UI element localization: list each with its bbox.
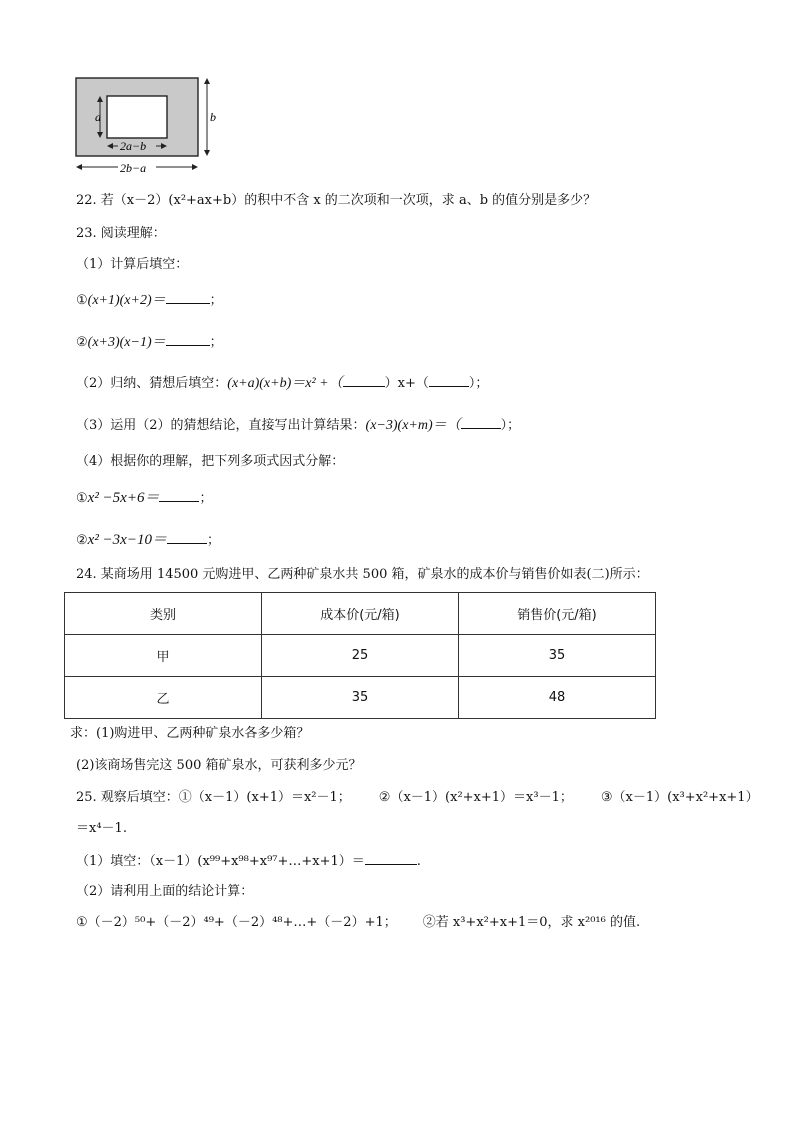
table-row <box>65 635 656 677</box>
q23-fac2-expr: x² −3x−10＝ <box>87 532 167 548</box>
label-2a-b: 2a−b <box>120 139 147 153</box>
q23-part2: （2）归纳、猜想后填空：(x+a)(x+b)＝x² +（ ）x+（ ）； <box>76 376 489 391</box>
circled-number: ① <box>76 293 88 308</box>
answer-blank[interactable] <box>365 852 417 865</box>
answer-blank[interactable] <box>166 333 210 346</box>
q25-fill: （1）填空：（x－1）(x⁹⁹+x⁹⁸+x⁹⁷+…+x+1）＝ . <box>76 854 421 869</box>
table-header-row <box>65 593 656 635</box>
q25-calc <box>76 914 640 932</box>
question-25-line2: ＝x⁴－1. <box>76 821 127 836</box>
price-table <box>64 592 656 719</box>
q23-part1: （1）计算后填空： <box>76 257 189 272</box>
q23-item2: ②(x+3)(x−1)＝ ； <box>76 335 223 350</box>
table-cell: 甲 <box>65 635 262 677</box>
circled-number: ② <box>76 335 88 350</box>
answer-blank[interactable] <box>166 291 210 304</box>
table-row <box>65 677 656 719</box>
circled-number: ② <box>76 533 88 548</box>
q24-ask2: (2)该商场售完这 500 箱矿泉水，可获利多少元？ <box>76 758 362 773</box>
q23-part3-expr: (x−3)(x+m)＝（ <box>365 418 461 433</box>
table-cell: 48 <box>459 677 656 719</box>
answer-blank[interactable] <box>461 416 501 429</box>
q23-item1: ①(x+1)(x+2)＝ ； <box>76 293 223 308</box>
q23-fac1-expr: x² −5x+6＝ <box>87 490 160 506</box>
q23-part3: （3）运用（2）的猜想结论，直接写出计算结果：(x−3)(x+m)＝（ ）； <box>76 418 521 433</box>
q25-calc1: ①（－2）⁵⁰+（－2）⁴⁹+（－2）⁴⁸+…+（－2）+1； <box>76 915 397 930</box>
circled-number: ① <box>76 491 88 506</box>
answer-blank[interactable] <box>167 531 207 544</box>
table-header-cell: 成本价(元/箱) <box>262 593 459 635</box>
label-b: b <box>210 110 216 124</box>
rectangle-figure <box>72 75 222 180</box>
q25-calc2: ②若 x³+x²+x+1＝0，求 x²⁰¹⁶ 的值. <box>422 915 641 930</box>
table-header-cell: 销售价(元/箱) <box>459 593 656 635</box>
inner-rectangle <box>107 96 167 138</box>
q23-item2-expr: (x+3)(x−1)＝ <box>87 335 166 350</box>
question-23-title: 23. 阅读理解： <box>76 226 166 241</box>
answer-blank[interactable] <box>159 489 199 502</box>
table-cell: 35 <box>262 677 459 719</box>
table-cell: 35 <box>459 635 656 677</box>
table-cell: 25 <box>262 635 459 677</box>
answer-blank[interactable] <box>429 374 469 387</box>
label-a: a <box>95 110 101 124</box>
question-22: 22. 若（x－2）(x²+ax+b）的积中不含 x 的二次项和一次项，求 a、b 的值分别是多少？ <box>76 193 597 208</box>
q23-part2-expr: (x+a)(x+b)＝x² +（ <box>227 376 343 391</box>
q23-fac1: ①x² −5x+6＝ ； <box>76 490 213 506</box>
question-25-line1: 25. 观察后填空：①（x－1）(x+1）＝x²－1； ②（x－1）(x²+x+1）＝x³－1； ③（x－1）(x³+x²+x+1） <box>76 790 759 805</box>
q25-part2: （2）请利用上面的结论计算： <box>76 884 254 899</box>
answer-blank[interactable] <box>343 374 385 387</box>
question-24-intro: 24. 某商场用 14500 元购进甲、乙两种矿泉水共 500 箱，矿泉水的成本价与销售价如表(二)所示： <box>76 567 649 582</box>
q23-part4: （4）根据你的理解，把下列多项式因式分解： <box>76 454 345 469</box>
table-header-cell: 类别 <box>65 593 262 635</box>
q23-fac2: ②x² −3x−10＝ ； <box>76 532 220 548</box>
q24-ask1: 求：(1)购进甲、乙两种矿泉水各多少箱？ <box>70 726 310 741</box>
q23-item1-expr: (x+1)(x+2)＝ <box>87 293 166 308</box>
label-2b-a: 2b−a <box>120 161 147 175</box>
table-cell: 乙 <box>65 677 262 719</box>
